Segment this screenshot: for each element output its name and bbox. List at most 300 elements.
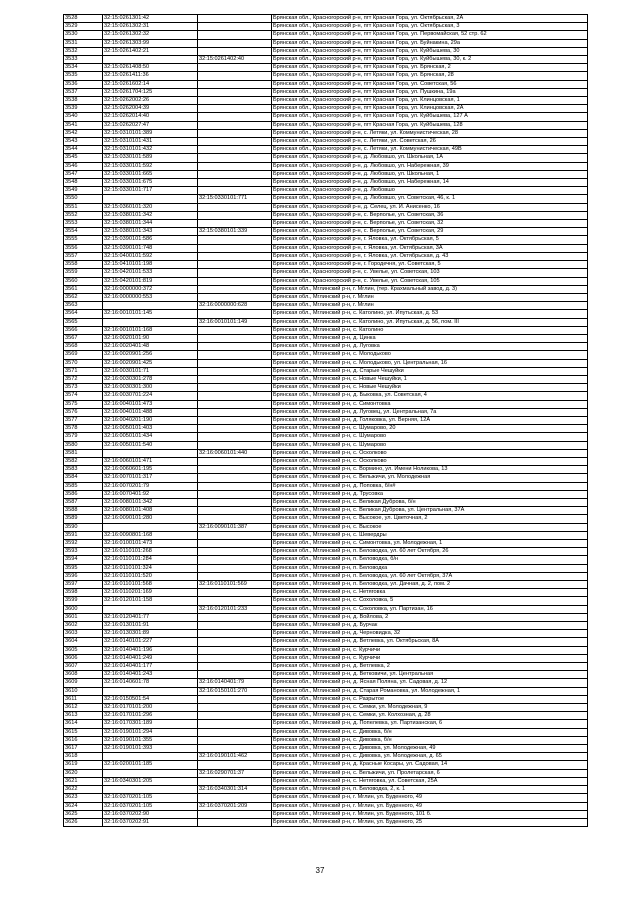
linked-cadastral-number-cell <box>198 269 272 277</box>
table-row <box>64 515 588 523</box>
address-cell: Брянская обл., Мглинский р-н, с. Высокое, ул. Цветочная, 2 <box>272 515 588 523</box>
row-number-cell: 3592 <box>64 540 103 548</box>
table-row <box>64 326 588 334</box>
row-number-cell: 3558 <box>64 261 103 269</box>
cadastral-number-cell: 32:15:0261602:14 <box>103 80 198 88</box>
linked-cadastral-number-cell <box>198 367 272 375</box>
address-cell: Брянская обл., Мглинский р-н, д. Ветлевка, 2 <box>272 663 588 671</box>
table-row <box>64 39 588 47</box>
cadastral-number-cell: 32:16:0020901:425 <box>103 359 198 367</box>
table-row <box>64 408 588 416</box>
table-row <box>64 23 588 31</box>
table-row <box>64 646 588 654</box>
address-cell: Брянская обл., Красногорский р-н, пгт Красная Гора, ул. Октябрьская, 2А <box>272 15 588 23</box>
linked-cadastral-number-cell <box>198 761 272 769</box>
linked-cadastral-number-cell <box>198 777 272 785</box>
linked-cadastral-number-cell <box>198 162 272 170</box>
linked-cadastral-number-cell <box>198 572 272 580</box>
row-number-cell: 3551 <box>64 203 103 211</box>
table-row <box>64 466 588 474</box>
table-row <box>64 56 588 64</box>
row-number-cell: 3623 <box>64 794 103 802</box>
row-number-cell: 3606 <box>64 654 103 662</box>
cadastral-number-cell <box>103 753 198 761</box>
table-row <box>64 269 588 277</box>
cadastral-number-cell: 32:16:0050101:403 <box>103 425 198 433</box>
cadastral-number-cell: 32:15:0410101:198 <box>103 261 198 269</box>
address-cell: Брянская обл., Красногорский р-н, с. Верполье, ул. Советская, 36 <box>272 211 588 219</box>
row-number-cell: 3622 <box>64 786 103 794</box>
address-cell: Брянская обл., Мглинский р-н, д. Трусовка <box>272 490 588 498</box>
row-number-cell: 3561 <box>64 285 103 293</box>
linked-cadastral-number-cell: 32:15:0261402:40 <box>198 56 272 64</box>
cadastral-number-cell: 32:16:0140401:243 <box>103 671 198 679</box>
row-number-cell: 3563 <box>64 302 103 310</box>
linked-cadastral-number-cell <box>198 154 272 162</box>
linked-cadastral-number-cell <box>198 15 272 23</box>
row-number-cell: 3613 <box>64 712 103 720</box>
address-cell: Брянская обл., Мглинский р-н, с. Дивовка, б/н <box>272 728 588 736</box>
address-cell: Брянская обл., Мглинский р-н, д. Войлова, 2 <box>272 613 588 621</box>
cadastral-number-cell: 32:15:0330101:592 <box>103 162 198 170</box>
address-cell: Брянская обл., Мглинский р-н, д. Ветлевка, ул. Октябрьская, 8А <box>272 638 588 646</box>
row-number-cell: 3582 <box>64 457 103 465</box>
address-cell: Брянская обл., Мглинский р-н, д. Бурчак <box>272 622 588 630</box>
table-row <box>64 523 588 531</box>
table-row <box>64 622 588 630</box>
table-row <box>64 613 588 621</box>
table-row <box>64 244 588 252</box>
table-row <box>64 334 588 342</box>
linked-cadastral-number-cell <box>198 80 272 88</box>
cadastral-number-cell: 32:16:0000000:372 <box>103 285 198 293</box>
linked-cadastral-number-cell: 32:15:0380101:339 <box>198 228 272 236</box>
linked-cadastral-number-cell <box>198 113 272 121</box>
table-row <box>64 457 588 465</box>
table-row <box>64 786 588 794</box>
address-cell: Брянская обл., Красногорский р-н, пгт Красная Гора, ул. Советская, 56 <box>272 80 588 88</box>
cadastral-number-cell: 32:16:0090101:280 <box>103 515 198 523</box>
cadastral-number-cell: 32:15:0420101:533 <box>103 269 198 277</box>
table-row <box>64 359 588 367</box>
table-row <box>64 211 588 219</box>
address-cell: Брянская обл., Красногорский р-н, пгт Красная Гора, ул. Куйбышева, 128 <box>272 121 588 129</box>
row-number-cell: 3538 <box>64 97 103 105</box>
cadastral-number-cell: 32:16:0170101:296 <box>103 712 198 720</box>
row-number-cell: 3600 <box>64 605 103 613</box>
cadastral-number-cell: 32:16:0090801:168 <box>103 531 198 539</box>
cadastral-number-cell <box>103 786 198 794</box>
row-number-cell: 3537 <box>64 88 103 96</box>
table-row <box>64 679 588 687</box>
row-number-cell: 3530 <box>64 31 103 39</box>
cadastral-number-cell: 32:16:0140401:196 <box>103 646 198 654</box>
address-cell: Брянская обл., Мглинский р-н, с. Курчичи <box>272 646 588 654</box>
cadastral-number-cell: 32:15:0261402:21 <box>103 47 198 55</box>
row-number-cell: 3616 <box>64 736 103 744</box>
table-row <box>64 556 588 564</box>
cadastral-number-cell: 32:15:0330101:717 <box>103 187 198 195</box>
address-cell: Брянская обл., Мглинский р-н, с. Нетяговка <box>272 589 588 597</box>
cadastral-number-cell: 32:16:0340301:205 <box>103 777 198 785</box>
address-cell: Брянская обл., Красногорский р-н, с. Верполье, ул. Советская, 32 <box>272 220 588 228</box>
table-row <box>64 351 588 359</box>
row-number-cell: 3624 <box>64 802 103 810</box>
address-cell: Брянская обл., Мглинский р-н, п. Беловодка, 2, к. 1 <box>272 786 588 794</box>
table-row <box>64 15 588 23</box>
row-number-cell: 3607 <box>64 663 103 671</box>
address-cell: Брянская обл., Мглинский р-н, с. Молодьково, ул. Центральная, 16 <box>272 359 588 367</box>
linked-cadastral-number-cell <box>198 564 272 572</box>
table-row <box>64 474 588 482</box>
cadastral-number-cell: 32:16:0140101:227 <box>103 638 198 646</box>
address-cell: Брянская обл., Красногорский р-н, с. Летяки, ул. Советская, 26 <box>272 138 588 146</box>
linked-cadastral-number-cell: 32:16:0110101:569 <box>198 581 272 589</box>
table-row <box>64 400 588 408</box>
table-row <box>64 425 588 433</box>
linked-cadastral-number-cell <box>198 613 272 621</box>
row-number-cell: 3544 <box>64 146 103 154</box>
cadastral-number-cell: 32:16:0200101:185 <box>103 761 198 769</box>
address-cell: Брянская обл., Красногорский р-н, пгт Красная Гора, ул. Куйбышева, 127 А <box>272 113 588 121</box>
address-cell: Брянская обл., Мглинский р-н, с. Семки, ул. Колхозная, д. 28 <box>272 712 588 720</box>
row-number-cell: 3591 <box>64 531 103 539</box>
table-row <box>64 285 588 293</box>
cadastral-number-cell: 32:15:0261303:99 <box>103 39 198 47</box>
cadastral-number-cell: 32:16:0110101:324 <box>103 564 198 572</box>
address-cell: Брянская обл., Красногорский р-н, г. Яловка, ул. Октябрьская, 3А <box>272 244 588 252</box>
cadastral-number-cell: 32:16:0110101:520 <box>103 572 198 580</box>
cadastral-number-cell: 32:15:0420101:819 <box>103 277 198 285</box>
address-cell: Брянская обл., Мглинский р-н, с. Дивовка, ул. Молодежная, д. 65 <box>272 753 588 761</box>
linked-cadastral-number-cell <box>198 638 272 646</box>
row-number-cell: 3565 <box>64 318 103 326</box>
row-number-cell: 3568 <box>64 343 103 351</box>
cadastral-number-cell: 32:15:0310101:432 <box>103 146 198 154</box>
linked-cadastral-number-cell <box>198 105 272 113</box>
table-row <box>64 507 588 515</box>
row-number-cell: 3594 <box>64 556 103 564</box>
table-row <box>64 753 588 761</box>
linked-cadastral-number-cell: 32:16:0090101:387 <box>198 523 272 531</box>
address-cell: Брянская обл., Мглинский р-н, с. Великая Дуброва, ул. Центральная, 37А <box>272 507 588 515</box>
address-cell: Брянская обл., Мглинский р-н, с. Вельжичи, ул. Молодежная <box>272 474 588 482</box>
row-number-cell: 3612 <box>64 704 103 712</box>
cadastral-number-cell: 32:16:0040101:473 <box>103 400 198 408</box>
table-row <box>64 220 588 228</box>
table-row <box>64 277 588 285</box>
linked-cadastral-number-cell <box>198 375 272 383</box>
address-cell: Брянская обл., Мглинский р-н, с. Нетяговка, ул. Советская, 25А <box>272 777 588 785</box>
linked-cadastral-number-cell <box>198 187 272 195</box>
linked-cadastral-number-cell <box>198 540 272 548</box>
linked-cadastral-number-cell <box>198 597 272 605</box>
table-row <box>64 720 588 728</box>
table-row <box>64 630 588 638</box>
linked-cadastral-number-cell: 32:16:0340301:314 <box>198 786 272 794</box>
address-cell: Брянская обл., Красногорский р-н, пгт Красная Гора, ул. Клинцовская, 1 <box>272 97 588 105</box>
row-number-cell: 3588 <box>64 507 103 515</box>
address-cell: Брянская обл., Мглинский р-н, с. Молодьково <box>272 351 588 359</box>
linked-cadastral-number-cell <box>198 663 272 671</box>
linked-cadastral-number-cell <box>198 736 272 744</box>
address-cell: Брянская обл., Мглинский р-н, д. Старая Романовка, ул. Молодежная, 1 <box>272 687 588 695</box>
row-number-cell: 3562 <box>64 293 103 301</box>
address-cell: Брянская обл., Мглинский р-н, п. Беловодка, ул. 60 лет Октября, 37А <box>272 572 588 580</box>
cadastral-number-cell: 32:16:0130301:89 <box>103 630 198 638</box>
linked-cadastral-number-cell: 32:16:0120101:233 <box>198 605 272 613</box>
address-cell: Брянская обл., Мглинский р-н, с. Новые Чешуйки <box>272 384 588 392</box>
cadastral-number-cell: 32:15:0261411:36 <box>103 72 198 80</box>
cadastral-number-cell: 32:15:0390101:748 <box>103 244 198 252</box>
table-row <box>64 195 588 203</box>
table-row <box>64 31 588 39</box>
row-number-cell: 3597 <box>64 581 103 589</box>
row-number-cell: 3611 <box>64 695 103 703</box>
table-row <box>64 728 588 736</box>
address-cell: Брянская обл., Красногорский р-н, пгт Красная Гора, ул. Буйнакина, 29а <box>272 39 588 47</box>
linked-cadastral-number-cell <box>198 548 272 556</box>
table-row <box>64 589 588 597</box>
row-number-cell: 3576 <box>64 408 103 416</box>
cadastral-number-cell: 32:16:0040201:190 <box>103 416 198 424</box>
linked-cadastral-number-cell: 32:16:0190101:462 <box>198 753 272 761</box>
cadastral-number-cell: 32:15:0310101:431 <box>103 138 198 146</box>
linked-cadastral-number-cell <box>198 261 272 269</box>
table-row <box>64 367 588 375</box>
address-cell: Брянская обл., Мглинский р-н, д. Голяковка, ул. Верняя, 12А <box>272 416 588 424</box>
table-row <box>64 392 588 400</box>
linked-cadastral-number-cell <box>198 47 272 55</box>
address-cell: Брянская обл., Красногорский р-н, пгт Красная Гора, ул. Брянская, 28 <box>272 72 588 80</box>
table-row <box>64 671 588 679</box>
row-number-cell: 3581 <box>64 449 103 457</box>
linked-cadastral-number-cell <box>198 23 272 31</box>
cadastral-number-cell: 32:15:0390101:586 <box>103 236 198 244</box>
table-row <box>64 498 588 506</box>
cadastral-number-cell: 32:15:0261408:50 <box>103 64 198 72</box>
linked-cadastral-number-cell <box>198 72 272 80</box>
linked-cadastral-number-cell <box>198 170 272 178</box>
address-cell: Брянская обл., Красногорский р-н, пгт Красная Гора, ул. Клинцовская, 2А <box>272 105 588 113</box>
linked-cadastral-number-cell <box>198 39 272 47</box>
table-row <box>64 597 588 605</box>
address-cell: Брянская обл., Мглинский р-н, д. Попелевка, ул. Партизанская, 6 <box>272 720 588 728</box>
cadastral-number-cell: 32:16:0030301:300 <box>103 384 198 392</box>
linked-cadastral-number-cell <box>198 695 272 703</box>
cadastral-number-cell: 32:15:0261704:125 <box>103 88 198 96</box>
row-number-cell: 3535 <box>64 72 103 80</box>
address-cell: Брянская обл., Красногорский р-н, д. Любовшо, ул. Набережная, 14 <box>272 179 588 187</box>
table-row <box>64 777 588 785</box>
cadastral-number-cell <box>103 56 198 64</box>
address-cell: Брянская обл., Мглинский р-н, с. Новые Чешуйки, 1 <box>272 375 588 383</box>
cadastral-number-cell: 32:16:0070401:92 <box>103 490 198 498</box>
linked-cadastral-number-cell <box>198 630 272 638</box>
table-row <box>64 146 588 154</box>
row-number-cell: 3567 <box>64 334 103 342</box>
address-cell: Брянская обл., Красногорский р-н, г. Яловка, ул. Октябрьская, д. 43 <box>272 252 588 260</box>
row-number-cell: 3580 <box>64 441 103 449</box>
cadastral-number-cell: 32:16:0100101:473 <box>103 540 198 548</box>
row-number-cell: 3532 <box>64 47 103 55</box>
row-number-cell: 3539 <box>64 105 103 113</box>
table-row <box>64 581 588 589</box>
cadastral-number-cell: 32:16:0010101:168 <box>103 326 198 334</box>
address-cell: Брянская обл., Красногорский р-н, с. Летяки, ул. Коммунистическая, 28 <box>272 129 588 137</box>
table-row <box>64 482 588 490</box>
address-cell: Брянская обл., Мглинский р-н, д. Цинка <box>272 334 588 342</box>
linked-cadastral-number-cell: 32:16:0140401:79 <box>198 679 272 687</box>
row-number-cell: 3601 <box>64 613 103 621</box>
address-cell: Брянская обл., Красногорский р-н, пгт Красная Гора, ул. Куйбышева, 30, к. 2 <box>272 56 588 64</box>
linked-cadastral-number-cell <box>198 482 272 490</box>
row-number-cell: 3559 <box>64 269 103 277</box>
address-cell: Брянская обл., Красногорский р-н, пгт Красная Гора, ул. Первомайская, 52 стр. 62 <box>272 31 588 39</box>
address-cell: Брянская обл., Мглинский р-н, с. Дивовка, ул. Молодежная, 49 <box>272 745 588 753</box>
linked-cadastral-number-cell <box>198 720 272 728</box>
address-cell: Брянская обл., Мглинский р-н, с. Семки, ул. Молодежная, 9 <box>272 704 588 712</box>
registry-table-body <box>64 15 588 827</box>
row-number-cell: 3531 <box>64 39 103 47</box>
row-number-cell: 3540 <box>64 113 103 121</box>
row-number-cell: 3584 <box>64 474 103 482</box>
table-row <box>64 663 588 671</box>
cadastral-number-cell: 32:16:0020401:48 <box>103 343 198 351</box>
cadastral-number-cell: 32:15:0261302:31 <box>103 23 198 31</box>
address-cell: Брянская обл., Мглинский р-н, г. Мглин, ул. Буденного, 49 <box>272 794 588 802</box>
address-cell: Брянская обл., Мглинский р-н, г. Мглин, ул. Буденного, 49 <box>272 802 588 810</box>
cadastral-number-cell <box>103 769 198 777</box>
linked-cadastral-number-cell <box>198 252 272 260</box>
linked-cadastral-number-cell <box>198 441 272 449</box>
linked-cadastral-number-cell <box>198 326 272 334</box>
cadastral-number-cell: 32:15:0330101:675 <box>103 179 198 187</box>
linked-cadastral-number-cell <box>198 728 272 736</box>
table-row <box>64 802 588 810</box>
address-cell: Брянская обл., Мглинский р-н, с. Вельжичи, ул. Пролетарская, 6 <box>272 769 588 777</box>
row-number-cell: 3575 <box>64 400 103 408</box>
linked-cadastral-number-cell <box>198 474 272 482</box>
linked-cadastral-number-cell: 32:16:0010101:149 <box>198 318 272 326</box>
cadastral-number-cell: 32:16:0190101:393 <box>103 745 198 753</box>
table-row <box>64 384 588 392</box>
table-row <box>64 138 588 146</box>
linked-cadastral-number-cell <box>198 64 272 72</box>
cadastral-number-cell: 32:16:0130101:91 <box>103 622 198 630</box>
linked-cadastral-number-cell <box>198 285 272 293</box>
address-cell: Брянская обл., Мглинский р-н, с. Шумарово <box>272 433 588 441</box>
linked-cadastral-number-cell <box>198 810 272 818</box>
cadastral-number-cell: 32:16:0110101:568 <box>103 581 198 589</box>
cadastral-number-cell: 32:16:0370202:91 <box>103 818 198 826</box>
table-row <box>64 540 588 548</box>
table-row <box>64 293 588 301</box>
linked-cadastral-number-cell <box>198 646 272 654</box>
address-cell: Брянская обл., Мглинский р-н, д. Красные Косары, ул. Садовая, 14 <box>272 761 588 769</box>
linked-cadastral-number-cell <box>198 654 272 662</box>
table-row <box>64 80 588 88</box>
cadastral-number-cell: 32:15:0380101:342 <box>103 211 198 219</box>
linked-cadastral-number-cell <box>198 277 272 285</box>
cadastral-number-cell: 32:16:0120401:77 <box>103 613 198 621</box>
linked-cadastral-number-cell <box>198 490 272 498</box>
table-row <box>64 302 588 310</box>
row-number-cell: 3577 <box>64 416 103 424</box>
cadastral-number-cell: 32:16:0140401:177 <box>103 663 198 671</box>
address-cell: Брянская обл., Красногорский р-н, с. Увелье, ул. Советская, 103 <box>272 269 588 277</box>
row-number-cell: 3618 <box>64 753 103 761</box>
table-row <box>64 310 588 318</box>
address-cell: Брянская обл., Мглинский р-н, с. Осколково <box>272 457 588 465</box>
cadastral-number-cell: 32:16:0050101:540 <box>103 441 198 449</box>
row-number-cell: 3596 <box>64 572 103 580</box>
table-row <box>64 572 588 580</box>
row-number-cell: 3620 <box>64 769 103 777</box>
linked-cadastral-number-cell <box>198 466 272 474</box>
linked-cadastral-number-cell <box>198 211 272 219</box>
row-number-cell: 3572 <box>64 375 103 383</box>
table-row <box>64 105 588 113</box>
address-cell: Брянская обл., Мглинский р-н, г. Мглин, (тер. Крахмальный завод, д. 3) <box>272 285 588 293</box>
table-row <box>64 318 588 326</box>
linked-cadastral-number-cell <box>198 359 272 367</box>
cadastral-number-cell: 32:16:0110101:268 <box>103 548 198 556</box>
table-row <box>64 187 588 195</box>
row-number-cell: 3614 <box>64 720 103 728</box>
address-cell: Брянская обл., Мглинский р-н, д. Поповка, б/н# <box>272 482 588 490</box>
address-cell: Брянская обл., Мглинский р-н, с. Шумарово <box>272 441 588 449</box>
row-number-cell: 3556 <box>64 244 103 252</box>
linked-cadastral-number-cell <box>198 712 272 720</box>
address-cell: Брянская обл., Мглинский р-н, п. Беловодка, ул. Дачная, д. 2, пом. 2 <box>272 581 588 589</box>
table-row <box>64 170 588 178</box>
address-cell: Брянская обл., Красногорский р-н, с. Летяки, ул. Коммунистическая, 49В <box>272 146 588 154</box>
table-row <box>64 704 588 712</box>
table-row <box>64 745 588 753</box>
row-number-cell: 3536 <box>64 80 103 88</box>
address-cell: Брянская обл., Мглинский р-н, г. Мглин, ул. Буденного, 101 б. <box>272 810 588 818</box>
row-number-cell: 3541 <box>64 121 103 129</box>
address-cell: Брянская обл., Красногорский р-н, пгт Красная Гора, ул. Октябрьская, 3 <box>272 23 588 31</box>
address-cell: Брянская обл., Красногорский р-н, г. Городечня, ул. Советская, 5 <box>272 261 588 269</box>
cadastral-number-cell: 32:16:0140401:249 <box>103 654 198 662</box>
registry-table <box>63 14 588 827</box>
row-number-cell: 3621 <box>64 777 103 785</box>
cadastral-number-cell: 32:15:0262004:39 <box>103 105 198 113</box>
linked-cadastral-number-cell <box>198 818 272 826</box>
address-cell: Брянская обл., Красногорский р-н, д. Любовшо, ул. Набережная, 39 <box>272 162 588 170</box>
table-row <box>64 490 588 498</box>
row-number-cell: 3545 <box>64 154 103 162</box>
linked-cadastral-number-cell <box>198 203 272 211</box>
linked-cadastral-number-cell <box>198 244 272 252</box>
row-number-cell: 3571 <box>64 367 103 375</box>
row-number-cell: 3579 <box>64 433 103 441</box>
cadastral-number-cell: 32:15:0262014:40 <box>103 113 198 121</box>
linked-cadastral-number-cell <box>198 351 272 359</box>
table-row <box>64 794 588 802</box>
linked-cadastral-number-cell <box>198 121 272 129</box>
address-cell: Брянская обл., Мглинский р-н, с. Симонтовка, ул. Молодежная, 1 <box>272 540 588 548</box>
linked-cadastral-number-cell <box>198 433 272 441</box>
row-number-cell: 3542 <box>64 129 103 137</box>
linked-cadastral-number-cell <box>198 97 272 105</box>
row-number-cell: 3555 <box>64 236 103 244</box>
linked-cadastral-number-cell <box>198 129 272 137</box>
linked-cadastral-number-cell <box>198 745 272 753</box>
table-row <box>64 113 588 121</box>
